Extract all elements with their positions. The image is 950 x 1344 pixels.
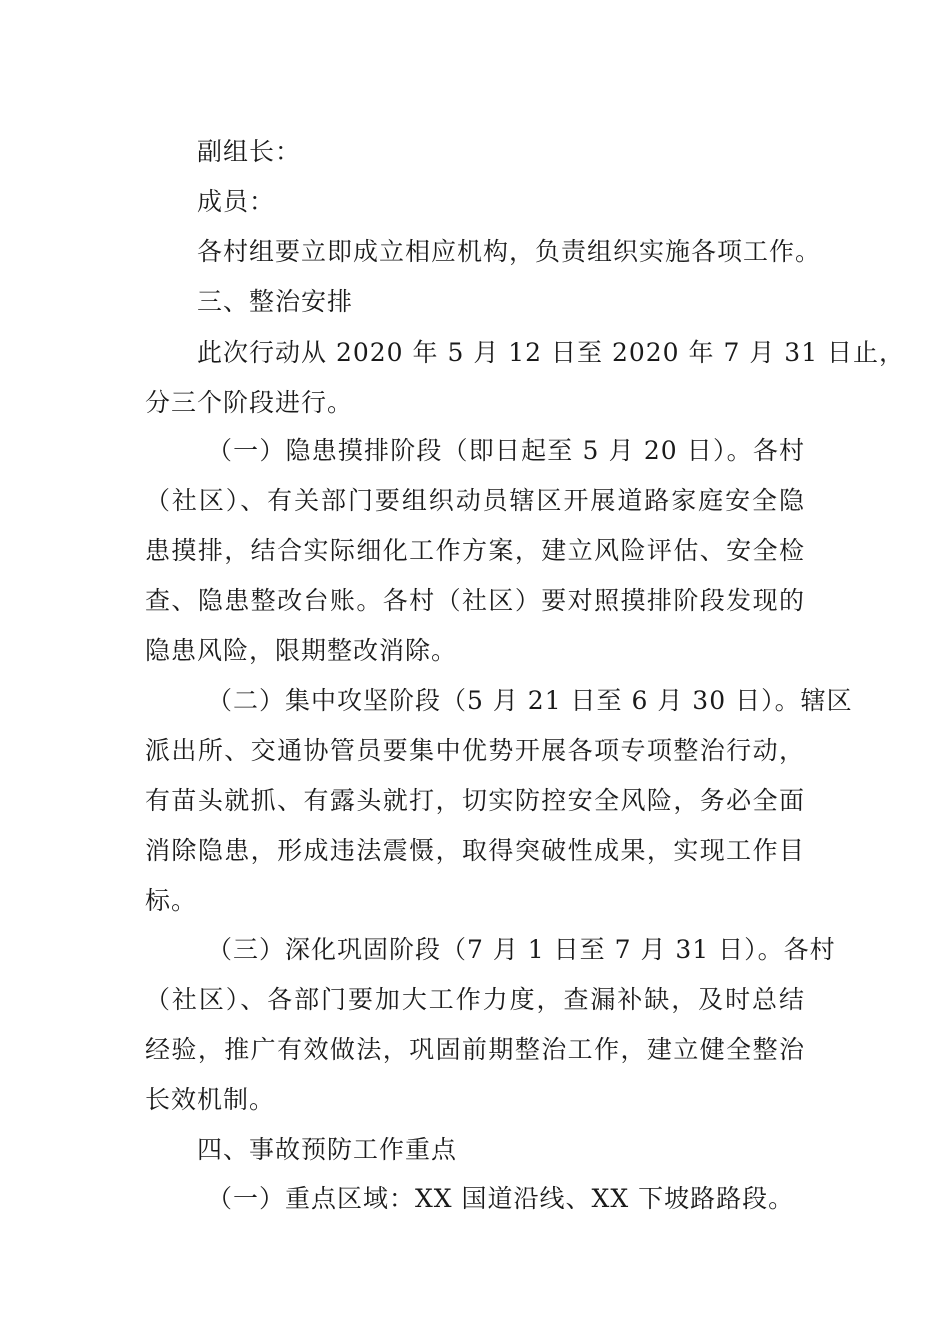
paragraph-line: 分三个阶段进行。 xyxy=(145,388,354,417)
paragraph-line: 患摸排，结合实际细化工作方案，建立风险评估、安全检 xyxy=(145,536,805,565)
section-heading: 三、整治安排 xyxy=(197,287,354,316)
paragraph-line: 此次行动从 2020 年 5 月 12 日至 2020 年 7 月 31 日止， xyxy=(197,338,906,367)
paragraph-line: 派出所、交通协管员要集中优势开展各项专项整治行动， xyxy=(145,736,805,765)
paragraph-line: （一）重点区域：XX 国道沿线、XX 下坡路路段。 xyxy=(207,1184,795,1213)
paragraph-line: 消除隐患，形成违法震慑，取得突破性成果，实现工作目 xyxy=(145,836,805,865)
paragraph-line: （一）隐患摸排阶段（即日起至 5 月 20 日）。各村 xyxy=(207,436,805,465)
vice-leader-line: 副组长： xyxy=(197,137,302,166)
paragraph-line: 长效机制。 xyxy=(145,1085,276,1114)
paragraph-line: （三）深化巩固阶段（7 月 1 日至 7 月 31 日）。各村 xyxy=(207,935,836,964)
paragraph-line: （社区）、有关部门要组织动员辖区开展道路家庭安全隐 xyxy=(145,486,805,515)
paragraph-line: 经验，推广有效做法，巩固前期整治工作，建立健全整治 xyxy=(145,1035,805,1064)
paragraph-line: 标。 xyxy=(145,886,198,915)
paragraph-line: （二）集中攻坚阶段（5 月 21 日至 6 月 30 日）。辖区 xyxy=(207,686,853,715)
paragraph-line: （社区）、各部门要加大工作力度，查漏补缺，及时总结 xyxy=(145,985,805,1014)
members-line: 成员： xyxy=(197,187,276,216)
paragraph-line: 有苗头就抓、有露头就打，切实防控安全风险，务必全面 xyxy=(145,786,805,815)
section-heading: 四、事故预防工作重点 xyxy=(197,1135,458,1164)
paragraph-line: 各村组要立即成立相应机构，负责组织实施各项工作。 xyxy=(197,237,822,266)
paragraph-line: 查、隐患整改台账。各村（社区）要对照摸排阶段发现的 xyxy=(145,586,805,615)
paragraph-line: 隐患风险，限期整改消除。 xyxy=(145,636,458,665)
